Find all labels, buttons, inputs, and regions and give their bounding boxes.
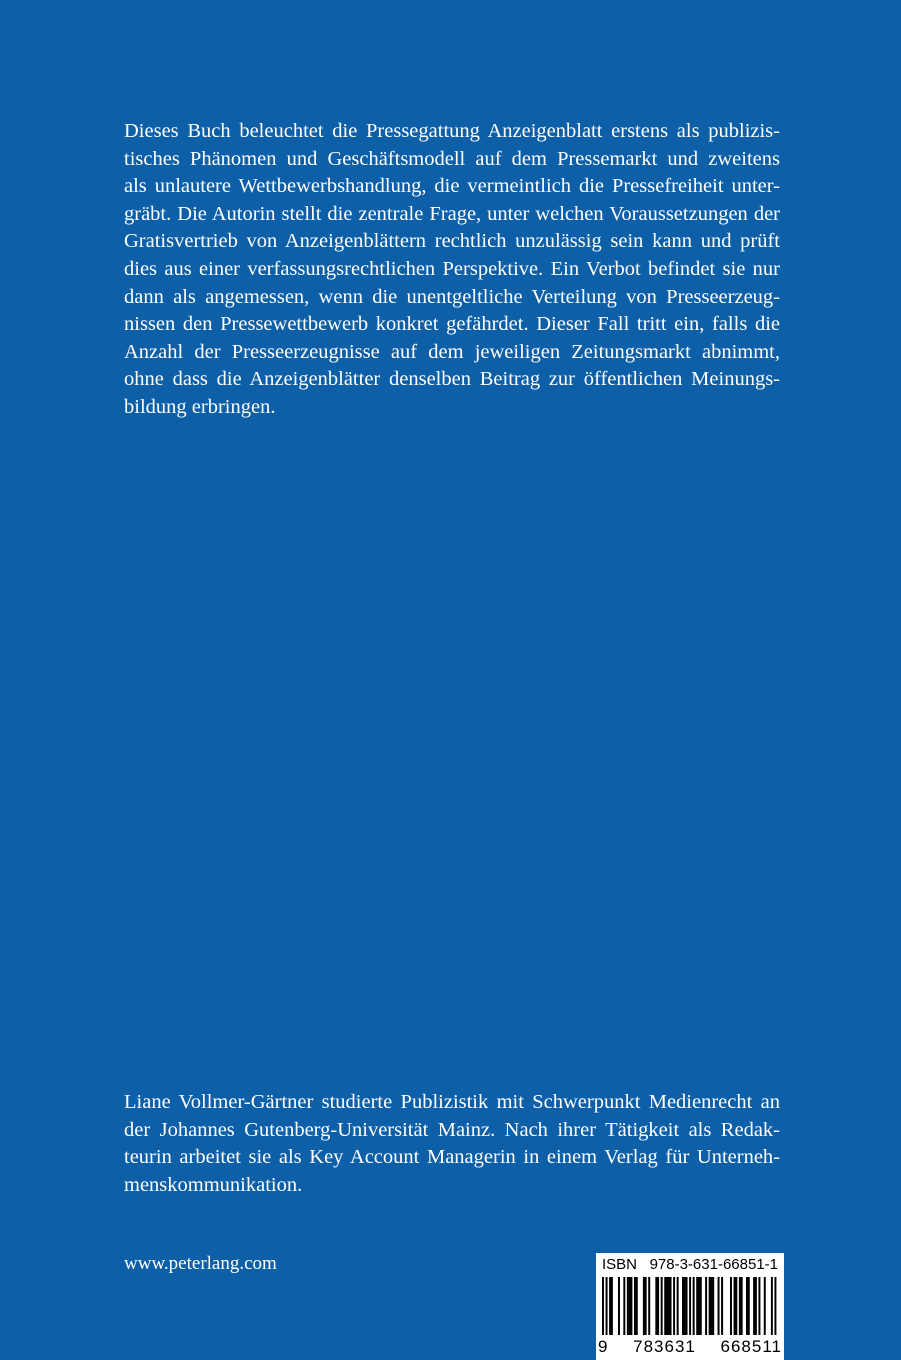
barcode-bar [734, 1277, 736, 1335]
barcode-bar [664, 1277, 666, 1335]
barcode-bar [748, 1277, 750, 1335]
barcode-bar [709, 1277, 711, 1335]
author-bio [124, 1089, 780, 1199]
isbn-barcode-block [596, 1253, 784, 1360]
author-bio-line: menskommunikation. [124, 1173, 303, 1196]
barcode-bar [643, 1277, 645, 1335]
blurb-line: dann als angemessen, wenn die unentgeltliche Verteilung von Presseerzeug- [124, 285, 780, 308]
publisher-website-link[interactable]: www.peterlang.com [124, 1253, 277, 1274]
barcode-bar [696, 1277, 698, 1335]
barcode-bar [758, 1277, 760, 1335]
barcode-bar [606, 1277, 608, 1335]
barcode-bar [611, 1277, 613, 1335]
barcode-bar [710, 1277, 712, 1335]
blurb-line: tisches Phänomen und Geschäftsmodell auf dem Pressemarkt und zweitens [124, 147, 780, 170]
barcode-bar [755, 1277, 757, 1335]
barcode-bar [636, 1277, 638, 1335]
author-bio-line: teurin arbeitet sie als Key Account Managerin in einem Verlag für Unterneh- [124, 1146, 780, 1169]
blurb-line: gräbt. Die Autorin stellt die zentrale Frage, unter welchen Voraussetzungen der [124, 202, 780, 225]
barcode-bar [657, 1277, 659, 1335]
barcode-digits: 9 783631 668511 [598, 1337, 782, 1356]
barcode-bar [739, 1277, 741, 1335]
barcode-image [602, 1277, 778, 1335]
barcode-bar [648, 1277, 650, 1335]
blurb-line: bildung erbringen. [124, 395, 276, 418]
author-bio-line: der Johannes Gutenberg-Universität Mainz. Nach ihrer Tätigkeit als Redak- [124, 1118, 780, 1141]
barcode-bar [712, 1277, 714, 1335]
barcode-bar [661, 1277, 663, 1335]
barcode-bar [698, 1277, 700, 1335]
blurb-line: ohne dass die Anzeigenblätter denselben Beitrag zur öffentlichen Meinungs- [124, 368, 780, 391]
blurb-line: Gratisvertrieb von Anzeigenblättern rechtlich unzulässig sein kann und prüft [124, 230, 780, 253]
barcode-bar [618, 1277, 620, 1335]
barcode-bar [764, 1277, 766, 1335]
barcode-bar [666, 1277, 668, 1335]
barcode-bar [735, 1277, 737, 1335]
barcode-bar [673, 1277, 675, 1335]
barcode-bar [623, 1277, 625, 1335]
barcode-bar [645, 1277, 647, 1335]
barcode-bar [721, 1277, 723, 1335]
blurb-line: Anzahl der Presseerzeugnisse auf dem jeweiligen Zeitungsmarkt abnimmt, [124, 340, 780, 363]
barcode-bar [627, 1277, 629, 1335]
blurb-text [124, 118, 780, 422]
barcode-bar [629, 1277, 631, 1335]
barcode-bar [684, 1277, 686, 1335]
isbn-label: ISBN 978-3-631-66851-1 [602, 1256, 778, 1273]
barcode-bar [655, 1277, 657, 1335]
blurb-line: nissen den Pressewettbewerb konkret gefährdet. Dieser Fall tritt ein, falls die [124, 313, 780, 336]
blurb-line: Dieses Buch beleuchtet die Pressegattung Anzeigenblatt erstens als publizis- [124, 120, 780, 142]
barcode-bar [686, 1277, 688, 1335]
barcode-bar [677, 1277, 679, 1335]
barcode-bar [682, 1277, 684, 1335]
blurb-line: dies aus einer verfassungsrechtlichen Perspektive. Ein Verbot befindet sie nur [124, 257, 780, 280]
author-bio-line: Liane Vollmer-Gärtner studierte Publizistik mit Schwerpunkt Medienrecht an [124, 1091, 780, 1113]
barcode-bar [693, 1277, 695, 1335]
barcode-bar [602, 1277, 604, 1335]
barcode-bar [746, 1277, 748, 1335]
barcode-bar [741, 1277, 743, 1335]
barcode-bar [730, 1277, 732, 1335]
blurb-line: als unlautere Wettbewerbshandlung, die vermeintlich die Pressefreiheit unter- [124, 175, 780, 198]
barcode-bar [689, 1277, 691, 1335]
barcode-bar [753, 1277, 755, 1335]
barcode-bar [774, 1277, 776, 1335]
barcode-bar [670, 1277, 672, 1335]
barcode-bar [700, 1277, 702, 1335]
barcode-bar [630, 1277, 632, 1335]
barcode-bar [771, 1277, 773, 1335]
barcode-bar [668, 1277, 670, 1335]
barcode-bar [718, 1277, 720, 1335]
barcode-bar [609, 1277, 611, 1335]
barcode-bar [634, 1277, 636, 1335]
barcode-bar [705, 1277, 707, 1335]
